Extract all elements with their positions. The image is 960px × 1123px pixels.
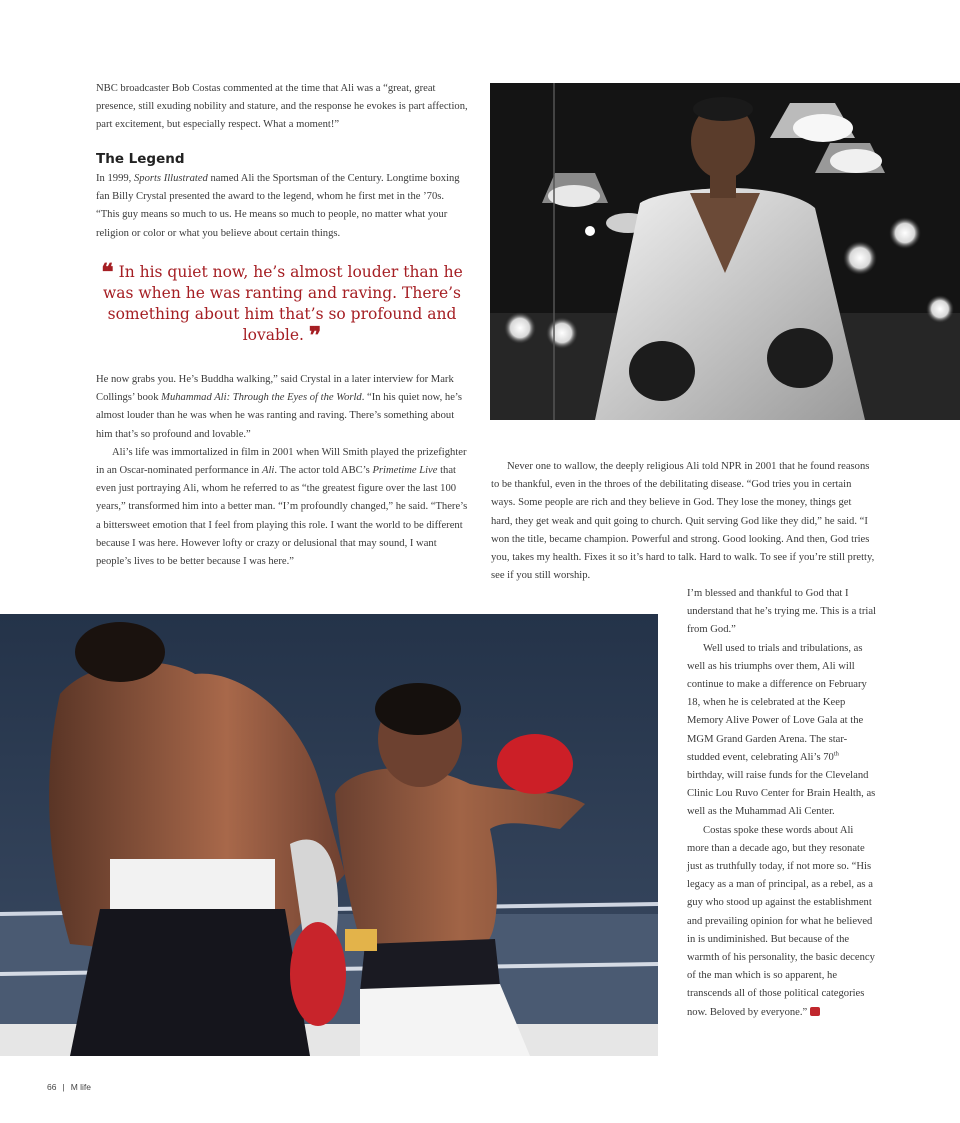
robe-photo-illustration [490, 83, 960, 420]
page-footer [47, 1082, 91, 1092]
pull-quote-text: In his quiet now, he’s almost louder than he was when he was ranting and raving. There’s something about him that’s so profound and lovable. [103, 263, 463, 344]
photo-boxing-match [0, 614, 658, 1056]
section-heading: The Legend [96, 151, 185, 167]
close-quote-icon: ❞ [308, 322, 322, 349]
boxing-photo-illustration [0, 614, 658, 1056]
intro-paragraph [96, 80, 468, 135]
open-quote-icon: ❝ [101, 259, 114, 286]
right-column-body [491, 458, 875, 585]
narrow-column-body [687, 585, 877, 1022]
npr-paragraph-continued: I’m blessed and thankful to God that I understand that he’s trying me. This is a trial from God.” [687, 588, 876, 636]
publication-name: M life [70, 1082, 91, 1092]
film-paragraph: Ali’s life was immortalized in film in 2001 when Will Smith played the prizefighter in an Oscar-nominated performance in Ali. The actor told ABC’s Primetime Live that even just portraying Ali, whom he referred to as “the greatest figure over the last 100 years,” transformed him into a better man. “I’m profoundly changed,” he said. “There’s a bittersweet emotion that I feel from playing this role. I want the world to be different because I was here. However lofty or crazy or delusional that may sound, I want people’s lives to be better because I was here.” [96, 446, 468, 568]
pull-quote [96, 259, 468, 349]
npr-paragraph: Never one to wallow, the deeply religious Ali told NPR in 2001 that he found reasons to be thankful, even in the throes of the debilitating disease. “God tries you in certain ways. Some people are rich and they believe in God. They lose the money, things get hard, they get weak and quit going to church. Quit serving God like they did,” he said. “I won the title, became champion. Powerful and strong. Good looking. And then, God tries you, takes my health. Fixes it so it’s hard to talk. Hard to walk. To see if you’re still pretty, see if you still worship. [491, 461, 875, 582]
intro-text: NBC broadcaster Bob Costas commented at the time that Ali was a “great, great presence, still exuding nobility and stature, and the response he evokes is part affection, part excitement, but especially respect. What a moment!” [96, 83, 468, 131]
legend-paragraph [96, 170, 468, 243]
left-column-body [96, 371, 468, 571]
folio-separator: | [62, 1082, 65, 1092]
crystal-paragraph: He now grabs you. He’s Buddha walking,” said Crystal in a later interview for Mark Collings’ book Muhammad Ali: Through the Eyes of the World. “In his quiet now, he’s almost louder than he was when he was ranting and raving. There’s something about him that’s so profound and lovable.” [96, 374, 462, 440]
legacy-paragraph: Costas spoke these words about Ali more than a decade ago, but they resonate just as truthfully today, if not more so. “His legacy as a man of principal, as a rebel, as a guy who stood up against the establishment and prevailing opinion for what he believed in is undiminished. But because of the warmth of his personality, the basic decency of the man which is so apparent, he transcends all of those political categories now. Beloved by everyone.” [687, 824, 875, 1018]
photo-ali-in-robe [490, 83, 960, 420]
gala-paragraph: Well used to trials and tribulations, as well as his triumphs over them, Ali will continue to make a difference on February 18, when he is celebrated at the Keep Memory Alive Power of Love Gala at the MGM Grand Garden Arena. The star-studded event, celebrating Ali’s 70th birthday, will raise funds for the Cleveland Clinic Lou Ruvo Center for Brain Health, as well as the Muhammad Ali Center. [687, 642, 876, 818]
page-number: 66 [47, 1082, 57, 1092]
end-mark-icon [810, 1007, 820, 1016]
legend-text: In 1999, Sports Illustrated named Ali the Sportsman of the Century. Longtime boxing fan Billy Crystal presented the award to the legend, whom he first met in the ’70s. “This guy means so much to us. He means so much to people, no matter what your religion or color or what you believe about certain things. [96, 173, 460, 239]
